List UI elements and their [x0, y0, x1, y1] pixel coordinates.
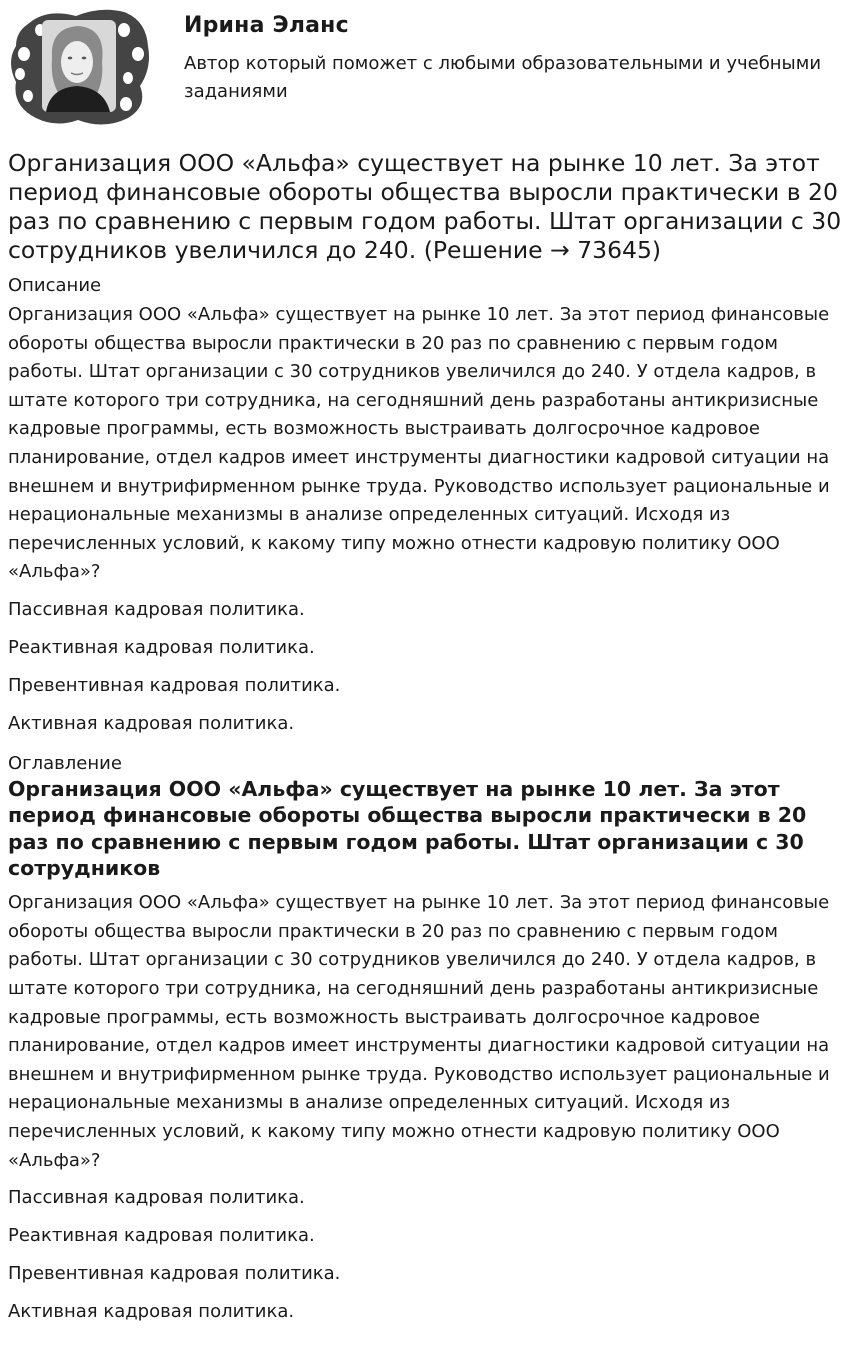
avatar-frame-icon — [6, 6, 152, 128]
toc-option-preventive: Превентивная кадровая политика. — [8, 1263, 341, 1285]
option-passive: Пассивная кадровая политика. — [8, 598, 305, 620]
author-avatar — [6, 6, 152, 128]
toc-text: Организация ООО «Альфа» существует на рынке 10 лет. За этот период финансовые обороты общества выросли практически в 20 раз по сравнению с первым годом работы. Штат организации с 30 сотрудников увеличился до 240. У отдела кадров, в штате которого три сотрудника, на сегодняшний день разработаны антикризисные кадровые программы, есть возможность выстраивать долгосрочное кадровое планирование, отдел кадров имеет инструменты диагностики кадровой ситуации на внешнем и внутрифирменном рынке труда. Руководство использует рациональные и нерациональные механизмы в анализе определенных ситуаций. Исходя из перечисленных условий, к какому типу можно отнести кадровую политику ООО «Альфа»? — [8, 892, 830, 1171]
option-preventive: Превентивная кадровая политика. — [8, 674, 341, 696]
toc-label: Оглавление — [8, 753, 122, 774]
toc-heading[interactable]: Организация ООО «Альфа» существует на рынке 10 лет. За этот период финансовые обороты общества выросли практически в 20 раз по сравнению с первым годом работы. Штат организации с 30 сотрудников — [8, 777, 807, 880]
toc-option-reactive: Реактивная кадровая политика. — [8, 1225, 315, 1247]
toc-option-passive: Пассивная кадровая политика. — [8, 1187, 305, 1209]
author-header — [0, 0, 847, 135]
option-reactive: Реактивная кадровая политика. — [8, 636, 315, 658]
toc-option-active: Активная кадровая политика. — [8, 1301, 295, 1323]
page-title: Организация ООО «Альфа» существует на рынке 10 лет. За этот период финансовые обороты общества выросли практически в 20 раз по сравнению с первым годом работы. Штат организации с 30 сотрудников увеличился до 240. (Решение → 73645) — [8, 149, 842, 264]
author-description: Автор который поможет с любыми образовательными и учебными заданиями — [184, 53, 822, 102]
author-name: Ирина Эланс — [184, 13, 349, 38]
description-section — [8, 274, 842, 738]
description-text: Организация ООО «Альфа» существует на рынке 10 лет. За этот период финансовые обороты общества выросли практически в 20 раз по сравнению с первым годом работы. Штат организации с 30 сотрудников увеличился до 240. У отдела кадров, в штате которого три сотрудника, на сегодняшний день разработаны антикризисные кадровые программы, есть возможность выстраивать долгосрочное кадровое планирование, отдел кадров имеет инструменты диагностики кадровой ситуации на внешнем и внутрифирменном рынке труда. Руководство использует рациональные и нерациональные механизмы в анализе определенных ситуаций. Исходя из перечисленных условий, к какому типу можно отнести кадровую политику ООО «Альфа»? — [8, 304, 830, 583]
option-active: Активная кадровая политика. — [8, 712, 295, 734]
description-label: Описание — [8, 275, 102, 296]
toc-section — [8, 752, 842, 1326]
